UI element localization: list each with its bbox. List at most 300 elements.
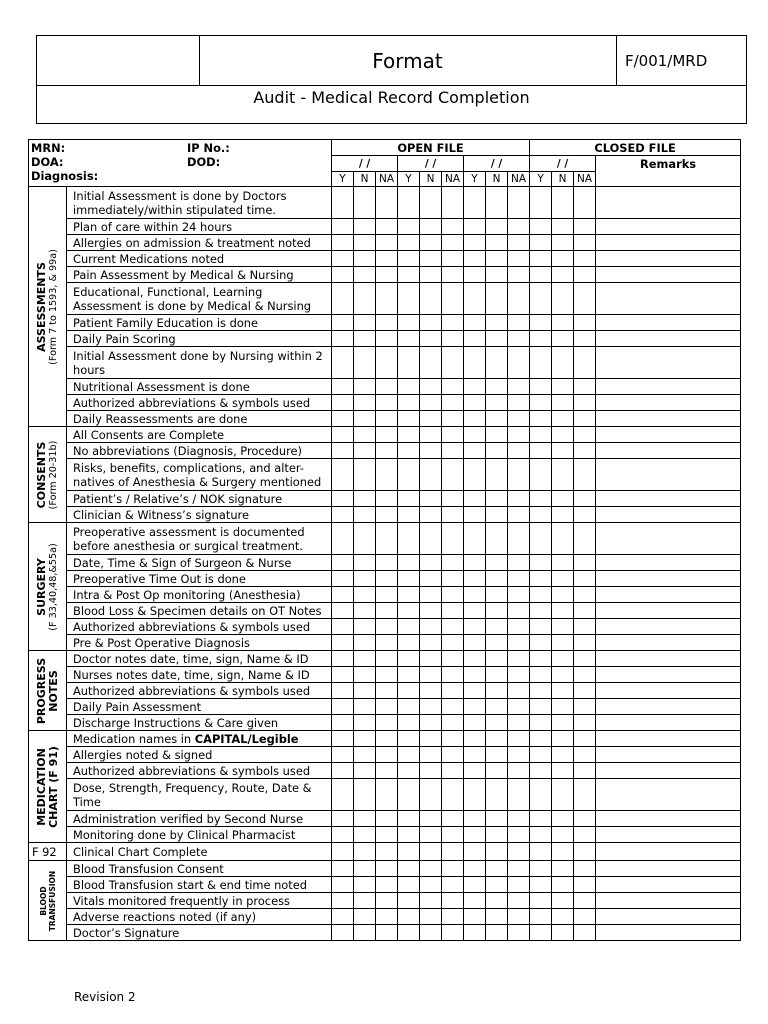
check-cell[interactable]: [552, 427, 574, 443]
check-cell[interactable]: [398, 731, 420, 747]
check-cell[interactable]: [420, 507, 442, 523]
check-cell[interactable]: [530, 267, 552, 283]
remarks-cell[interactable]: [596, 267, 741, 283]
check-cell[interactable]: [574, 731, 596, 747]
check-cell[interactable]: [508, 219, 530, 235]
check-cell[interactable]: [332, 635, 354, 651]
check-cell[interactable]: [574, 861, 596, 877]
check-cell[interactable]: [332, 283, 354, 315]
check-cell[interactable]: [464, 379, 486, 395]
remarks-cell[interactable]: [596, 827, 741, 843]
check-cell[interactable]: [398, 379, 420, 395]
check-cell[interactable]: [354, 347, 376, 379]
check-cell[interactable]: [420, 235, 442, 251]
check-cell[interactable]: [552, 555, 574, 571]
check-cell[interactable]: [574, 587, 596, 603]
check-cell[interactable]: [420, 347, 442, 379]
check-cell[interactable]: [530, 699, 552, 715]
check-cell[interactable]: [442, 219, 464, 235]
check-cell[interactable]: [398, 283, 420, 315]
check-cell[interactable]: [464, 187, 486, 219]
check-cell[interactable]: [464, 267, 486, 283]
check-cell[interactable]: [442, 925, 464, 941]
check-cell[interactable]: [376, 843, 398, 861]
check-cell[interactable]: [508, 459, 530, 491]
check-cell[interactable]: [420, 683, 442, 699]
check-cell[interactable]: [376, 587, 398, 603]
check-cell[interactable]: [332, 235, 354, 251]
check-cell[interactable]: [530, 811, 552, 827]
check-cell[interactable]: [552, 491, 574, 507]
check-cell[interactable]: [508, 491, 530, 507]
check-cell[interactable]: [552, 893, 574, 909]
check-cell[interactable]: [530, 683, 552, 699]
check-cell[interactable]: [552, 347, 574, 379]
remarks-cell[interactable]: [596, 699, 741, 715]
check-cell[interactable]: [376, 571, 398, 587]
check-cell[interactable]: [530, 893, 552, 909]
check-cell[interactable]: [508, 443, 530, 459]
check-cell[interactable]: [464, 395, 486, 411]
check-cell[interactable]: [464, 587, 486, 603]
remarks-cell[interactable]: [596, 651, 741, 667]
check-cell[interactable]: [442, 347, 464, 379]
check-cell[interactable]: [376, 491, 398, 507]
check-cell[interactable]: [420, 395, 442, 411]
remarks-cell[interactable]: [596, 219, 741, 235]
check-cell[interactable]: [376, 555, 398, 571]
check-cell[interactable]: [354, 683, 376, 699]
remarks-cell[interactable]: [596, 235, 741, 251]
check-cell[interactable]: [420, 427, 442, 443]
remarks-cell[interactable]: [596, 251, 741, 267]
check-cell[interactable]: [332, 909, 354, 925]
remarks-cell[interactable]: [596, 459, 741, 491]
check-cell[interactable]: [354, 827, 376, 843]
check-cell[interactable]: [332, 715, 354, 731]
check-cell[interactable]: [574, 555, 596, 571]
check-cell[interactable]: [398, 699, 420, 715]
check-cell[interactable]: [574, 827, 596, 843]
check-cell[interactable]: [552, 411, 574, 427]
check-cell[interactable]: [552, 331, 574, 347]
check-cell[interactable]: [530, 571, 552, 587]
check-cell[interactable]: [354, 267, 376, 283]
check-cell[interactable]: [420, 379, 442, 395]
check-cell[interactable]: [552, 909, 574, 925]
check-cell[interactable]: [530, 827, 552, 843]
remarks-cell[interactable]: [596, 347, 741, 379]
check-cell[interactable]: [442, 555, 464, 571]
check-cell[interactable]: [420, 571, 442, 587]
check-cell[interactable]: [464, 507, 486, 523]
check-cell[interactable]: [574, 925, 596, 941]
check-cell[interactable]: [332, 747, 354, 763]
check-cell[interactable]: [332, 619, 354, 635]
check-cell[interactable]: [486, 251, 508, 267]
check-cell[interactable]: [486, 587, 508, 603]
check-cell[interactable]: [552, 877, 574, 893]
check-cell[interactable]: [398, 427, 420, 443]
check-cell[interactable]: [420, 587, 442, 603]
check-cell[interactable]: [442, 379, 464, 395]
check-cell[interactable]: [420, 283, 442, 315]
check-cell[interactable]: [508, 925, 530, 941]
check-cell[interactable]: [376, 267, 398, 283]
check-cell[interactable]: [552, 235, 574, 251]
check-cell[interactable]: [508, 779, 530, 811]
remarks-cell[interactable]: [596, 747, 741, 763]
check-cell[interactable]: [464, 827, 486, 843]
check-cell[interactable]: [574, 667, 596, 683]
check-cell[interactable]: [354, 411, 376, 427]
check-cell[interactable]: [486, 877, 508, 893]
check-cell[interactable]: [464, 861, 486, 877]
check-cell[interactable]: [530, 283, 552, 315]
check-cell[interactable]: [574, 635, 596, 651]
remarks-cell[interactable]: [596, 843, 741, 861]
date-slot-1[interactable]: / /: [332, 156, 398, 172]
check-cell[interactable]: [442, 651, 464, 667]
check-cell[interactable]: [486, 267, 508, 283]
check-cell[interactable]: [398, 603, 420, 619]
check-cell[interactable]: [464, 331, 486, 347]
check-cell[interactable]: [332, 395, 354, 411]
check-cell[interactable]: [530, 603, 552, 619]
check-cell[interactable]: [552, 187, 574, 219]
check-cell[interactable]: [464, 347, 486, 379]
check-cell[interactable]: [464, 427, 486, 443]
check-cell[interactable]: [398, 779, 420, 811]
check-cell[interactable]: [574, 347, 596, 379]
check-cell[interactable]: [376, 811, 398, 827]
check-cell[interactable]: [376, 283, 398, 315]
check-cell[interactable]: [420, 699, 442, 715]
check-cell[interactable]: [332, 331, 354, 347]
check-cell[interactable]: [486, 347, 508, 379]
check-cell[interactable]: [420, 779, 442, 811]
check-cell[interactable]: [420, 411, 442, 427]
check-cell[interactable]: [420, 491, 442, 507]
check-cell[interactable]: [354, 779, 376, 811]
check-cell[interactable]: [376, 861, 398, 877]
check-cell[interactable]: [486, 779, 508, 811]
check-cell[interactable]: [574, 651, 596, 667]
check-cell[interactable]: [398, 187, 420, 219]
check-cell[interactable]: [332, 315, 354, 331]
check-cell[interactable]: [442, 747, 464, 763]
remarks-cell[interactable]: [596, 811, 741, 827]
check-cell[interactable]: [530, 877, 552, 893]
check-cell[interactable]: [552, 443, 574, 459]
check-cell[interactable]: [376, 731, 398, 747]
check-cell[interactable]: [574, 779, 596, 811]
check-cell[interactable]: [442, 731, 464, 747]
check-cell[interactable]: [332, 877, 354, 893]
check-cell[interactable]: [442, 427, 464, 443]
check-cell[interactable]: [508, 699, 530, 715]
check-cell[interactable]: [530, 555, 552, 571]
check-cell[interactable]: [508, 603, 530, 619]
check-cell[interactable]: [376, 909, 398, 925]
check-cell[interactable]: [442, 715, 464, 731]
check-cell[interactable]: [552, 267, 574, 283]
check-cell[interactable]: [354, 619, 376, 635]
check-cell[interactable]: [420, 619, 442, 635]
check-cell[interactable]: [486, 651, 508, 667]
check-cell[interactable]: [398, 651, 420, 667]
check-cell[interactable]: [574, 603, 596, 619]
check-cell[interactable]: [398, 877, 420, 893]
date-slot-3[interactable]: / /: [464, 156, 530, 172]
check-cell[interactable]: [464, 811, 486, 827]
check-cell[interactable]: [508, 507, 530, 523]
check-cell[interactable]: [486, 667, 508, 683]
check-cell[interactable]: [420, 861, 442, 877]
check-cell[interactable]: [332, 683, 354, 699]
check-cell[interactable]: [552, 731, 574, 747]
check-cell[interactable]: [398, 459, 420, 491]
check-cell[interactable]: [354, 715, 376, 731]
check-cell[interactable]: [486, 315, 508, 331]
check-cell[interactable]: [376, 827, 398, 843]
check-cell[interactable]: [530, 459, 552, 491]
check-cell[interactable]: [508, 267, 530, 283]
check-cell[interactable]: [574, 491, 596, 507]
check-cell[interactable]: [420, 267, 442, 283]
check-cell[interactable]: [398, 925, 420, 941]
check-cell[interactable]: [376, 331, 398, 347]
check-cell[interactable]: [486, 731, 508, 747]
check-cell[interactable]: [552, 699, 574, 715]
check-cell[interactable]: [398, 843, 420, 861]
remarks-cell[interactable]: [596, 571, 741, 587]
check-cell[interactable]: [464, 491, 486, 507]
check-cell[interactable]: [486, 459, 508, 491]
check-cell[interactable]: [420, 715, 442, 731]
remarks-cell[interactable]: [596, 731, 741, 747]
check-cell[interactable]: [398, 219, 420, 235]
check-cell[interactable]: [530, 507, 552, 523]
check-cell[interactable]: [420, 877, 442, 893]
check-cell[interactable]: [354, 379, 376, 395]
check-cell[interactable]: [354, 877, 376, 893]
check-cell[interactable]: [508, 747, 530, 763]
check-cell[interactable]: [508, 523, 530, 555]
check-cell[interactable]: [530, 635, 552, 651]
check-cell[interactable]: [464, 893, 486, 909]
check-cell[interactable]: [332, 571, 354, 587]
check-cell[interactable]: [354, 587, 376, 603]
check-cell[interactable]: [530, 861, 552, 877]
check-cell[interactable]: [486, 379, 508, 395]
check-cell[interactable]: [442, 523, 464, 555]
check-cell[interactable]: [442, 491, 464, 507]
remarks-cell[interactable]: [596, 635, 741, 651]
check-cell[interactable]: [464, 747, 486, 763]
check-cell[interactable]: [464, 251, 486, 267]
remarks-cell[interactable]: [596, 187, 741, 219]
check-cell[interactable]: [486, 443, 508, 459]
check-cell[interactable]: [332, 219, 354, 235]
check-cell[interactable]: [464, 411, 486, 427]
check-cell[interactable]: [508, 587, 530, 603]
check-cell[interactable]: [376, 715, 398, 731]
check-cell[interactable]: [574, 507, 596, 523]
check-cell[interactable]: [420, 315, 442, 331]
check-cell[interactable]: [574, 715, 596, 731]
check-cell[interactable]: [420, 459, 442, 491]
check-cell[interactable]: [552, 379, 574, 395]
check-cell[interactable]: [376, 459, 398, 491]
check-cell[interactable]: [332, 267, 354, 283]
check-cell[interactable]: [464, 635, 486, 651]
check-cell[interactable]: [354, 219, 376, 235]
check-cell[interactable]: [354, 651, 376, 667]
check-cell[interactable]: [574, 763, 596, 779]
check-cell[interactable]: [398, 667, 420, 683]
check-cell[interactable]: [552, 925, 574, 941]
check-cell[interactable]: [376, 507, 398, 523]
check-cell[interactable]: [442, 315, 464, 331]
check-cell[interactable]: [574, 427, 596, 443]
check-cell[interactable]: [508, 763, 530, 779]
check-cell[interactable]: [486, 219, 508, 235]
check-cell[interactable]: [376, 635, 398, 651]
remarks-cell[interactable]: [596, 427, 741, 443]
check-cell[interactable]: [574, 395, 596, 411]
remarks-cell[interactable]: [596, 523, 741, 555]
check-cell[interactable]: [442, 187, 464, 219]
check-cell[interactable]: [332, 651, 354, 667]
check-cell[interactable]: [354, 235, 376, 251]
check-cell[interactable]: [420, 763, 442, 779]
remarks-cell[interactable]: [596, 909, 741, 925]
check-cell[interactable]: [530, 619, 552, 635]
check-cell[interactable]: [552, 779, 574, 811]
check-cell[interactable]: [530, 411, 552, 427]
check-cell[interactable]: [508, 283, 530, 315]
check-cell[interactable]: [376, 893, 398, 909]
check-cell[interactable]: [376, 219, 398, 235]
check-cell[interactable]: [442, 443, 464, 459]
check-cell[interactable]: [508, 411, 530, 427]
check-cell[interactable]: [574, 909, 596, 925]
check-cell[interactable]: [420, 827, 442, 843]
check-cell[interactable]: [574, 699, 596, 715]
check-cell[interactable]: [574, 411, 596, 427]
check-cell[interactable]: [552, 603, 574, 619]
remarks-cell[interactable]: [596, 877, 741, 893]
check-cell[interactable]: [486, 187, 508, 219]
check-cell[interactable]: [574, 571, 596, 587]
check-cell[interactable]: [332, 555, 354, 571]
check-cell[interactable]: [574, 331, 596, 347]
check-cell[interactable]: [398, 411, 420, 427]
check-cell[interactable]: [354, 507, 376, 523]
check-cell[interactable]: [464, 619, 486, 635]
check-cell[interactable]: [508, 811, 530, 827]
check-cell[interactable]: [354, 699, 376, 715]
check-cell[interactable]: [486, 235, 508, 251]
check-cell[interactable]: [420, 909, 442, 925]
check-cell[interactable]: [420, 443, 442, 459]
check-cell[interactable]: [530, 251, 552, 267]
check-cell[interactable]: [486, 411, 508, 427]
check-cell[interactable]: [354, 731, 376, 747]
check-cell[interactable]: [530, 427, 552, 443]
check-cell[interactable]: [354, 747, 376, 763]
check-cell[interactable]: [530, 715, 552, 731]
remarks-cell[interactable]: [596, 555, 741, 571]
check-cell[interactable]: [420, 187, 442, 219]
check-cell[interactable]: [420, 635, 442, 651]
check-cell[interactable]: [508, 827, 530, 843]
check-cell[interactable]: [464, 219, 486, 235]
check-cell[interactable]: [332, 779, 354, 811]
check-cell[interactable]: [354, 331, 376, 347]
remarks-cell[interactable]: [596, 779, 741, 811]
check-cell[interactable]: [398, 587, 420, 603]
check-cell[interactable]: [398, 523, 420, 555]
check-cell[interactable]: [398, 861, 420, 877]
check-cell[interactable]: [376, 603, 398, 619]
remarks-cell[interactable]: [596, 925, 741, 941]
check-cell[interactable]: [376, 683, 398, 699]
check-cell[interactable]: [354, 893, 376, 909]
check-cell[interactable]: [376, 523, 398, 555]
check-cell[interactable]: [332, 459, 354, 491]
check-cell[interactable]: [486, 827, 508, 843]
check-cell[interactable]: [508, 315, 530, 331]
check-cell[interactable]: [376, 667, 398, 683]
check-cell[interactable]: [332, 411, 354, 427]
check-cell[interactable]: [442, 411, 464, 427]
check-cell[interactable]: [464, 731, 486, 747]
check-cell[interactable]: [552, 843, 574, 861]
check-cell[interactable]: [332, 379, 354, 395]
check-cell[interactable]: [398, 555, 420, 571]
check-cell[interactable]: [486, 555, 508, 571]
check-cell[interactable]: [486, 715, 508, 731]
check-cell[interactable]: [398, 395, 420, 411]
check-cell[interactable]: [376, 747, 398, 763]
check-cell[interactable]: [332, 587, 354, 603]
check-cell[interactable]: [464, 763, 486, 779]
check-cell[interactable]: [464, 443, 486, 459]
check-cell[interactable]: [332, 861, 354, 877]
check-cell[interactable]: [442, 507, 464, 523]
check-cell[interactable]: [332, 763, 354, 779]
remarks-cell[interactable]: [596, 603, 741, 619]
check-cell[interactable]: [508, 667, 530, 683]
check-cell[interactable]: [486, 861, 508, 877]
check-cell[interactable]: [376, 651, 398, 667]
check-cell[interactable]: [398, 315, 420, 331]
check-cell[interactable]: [332, 827, 354, 843]
remarks-cell[interactable]: [596, 331, 741, 347]
check-cell[interactable]: [530, 763, 552, 779]
check-cell[interactable]: [332, 523, 354, 555]
check-cell[interactable]: [574, 443, 596, 459]
check-cell[interactable]: [464, 651, 486, 667]
check-cell[interactable]: [486, 283, 508, 315]
check-cell[interactable]: [530, 491, 552, 507]
check-cell[interactable]: [574, 267, 596, 283]
check-cell[interactable]: [508, 843, 530, 861]
check-cell[interactable]: [508, 379, 530, 395]
check-cell[interactable]: [530, 747, 552, 763]
